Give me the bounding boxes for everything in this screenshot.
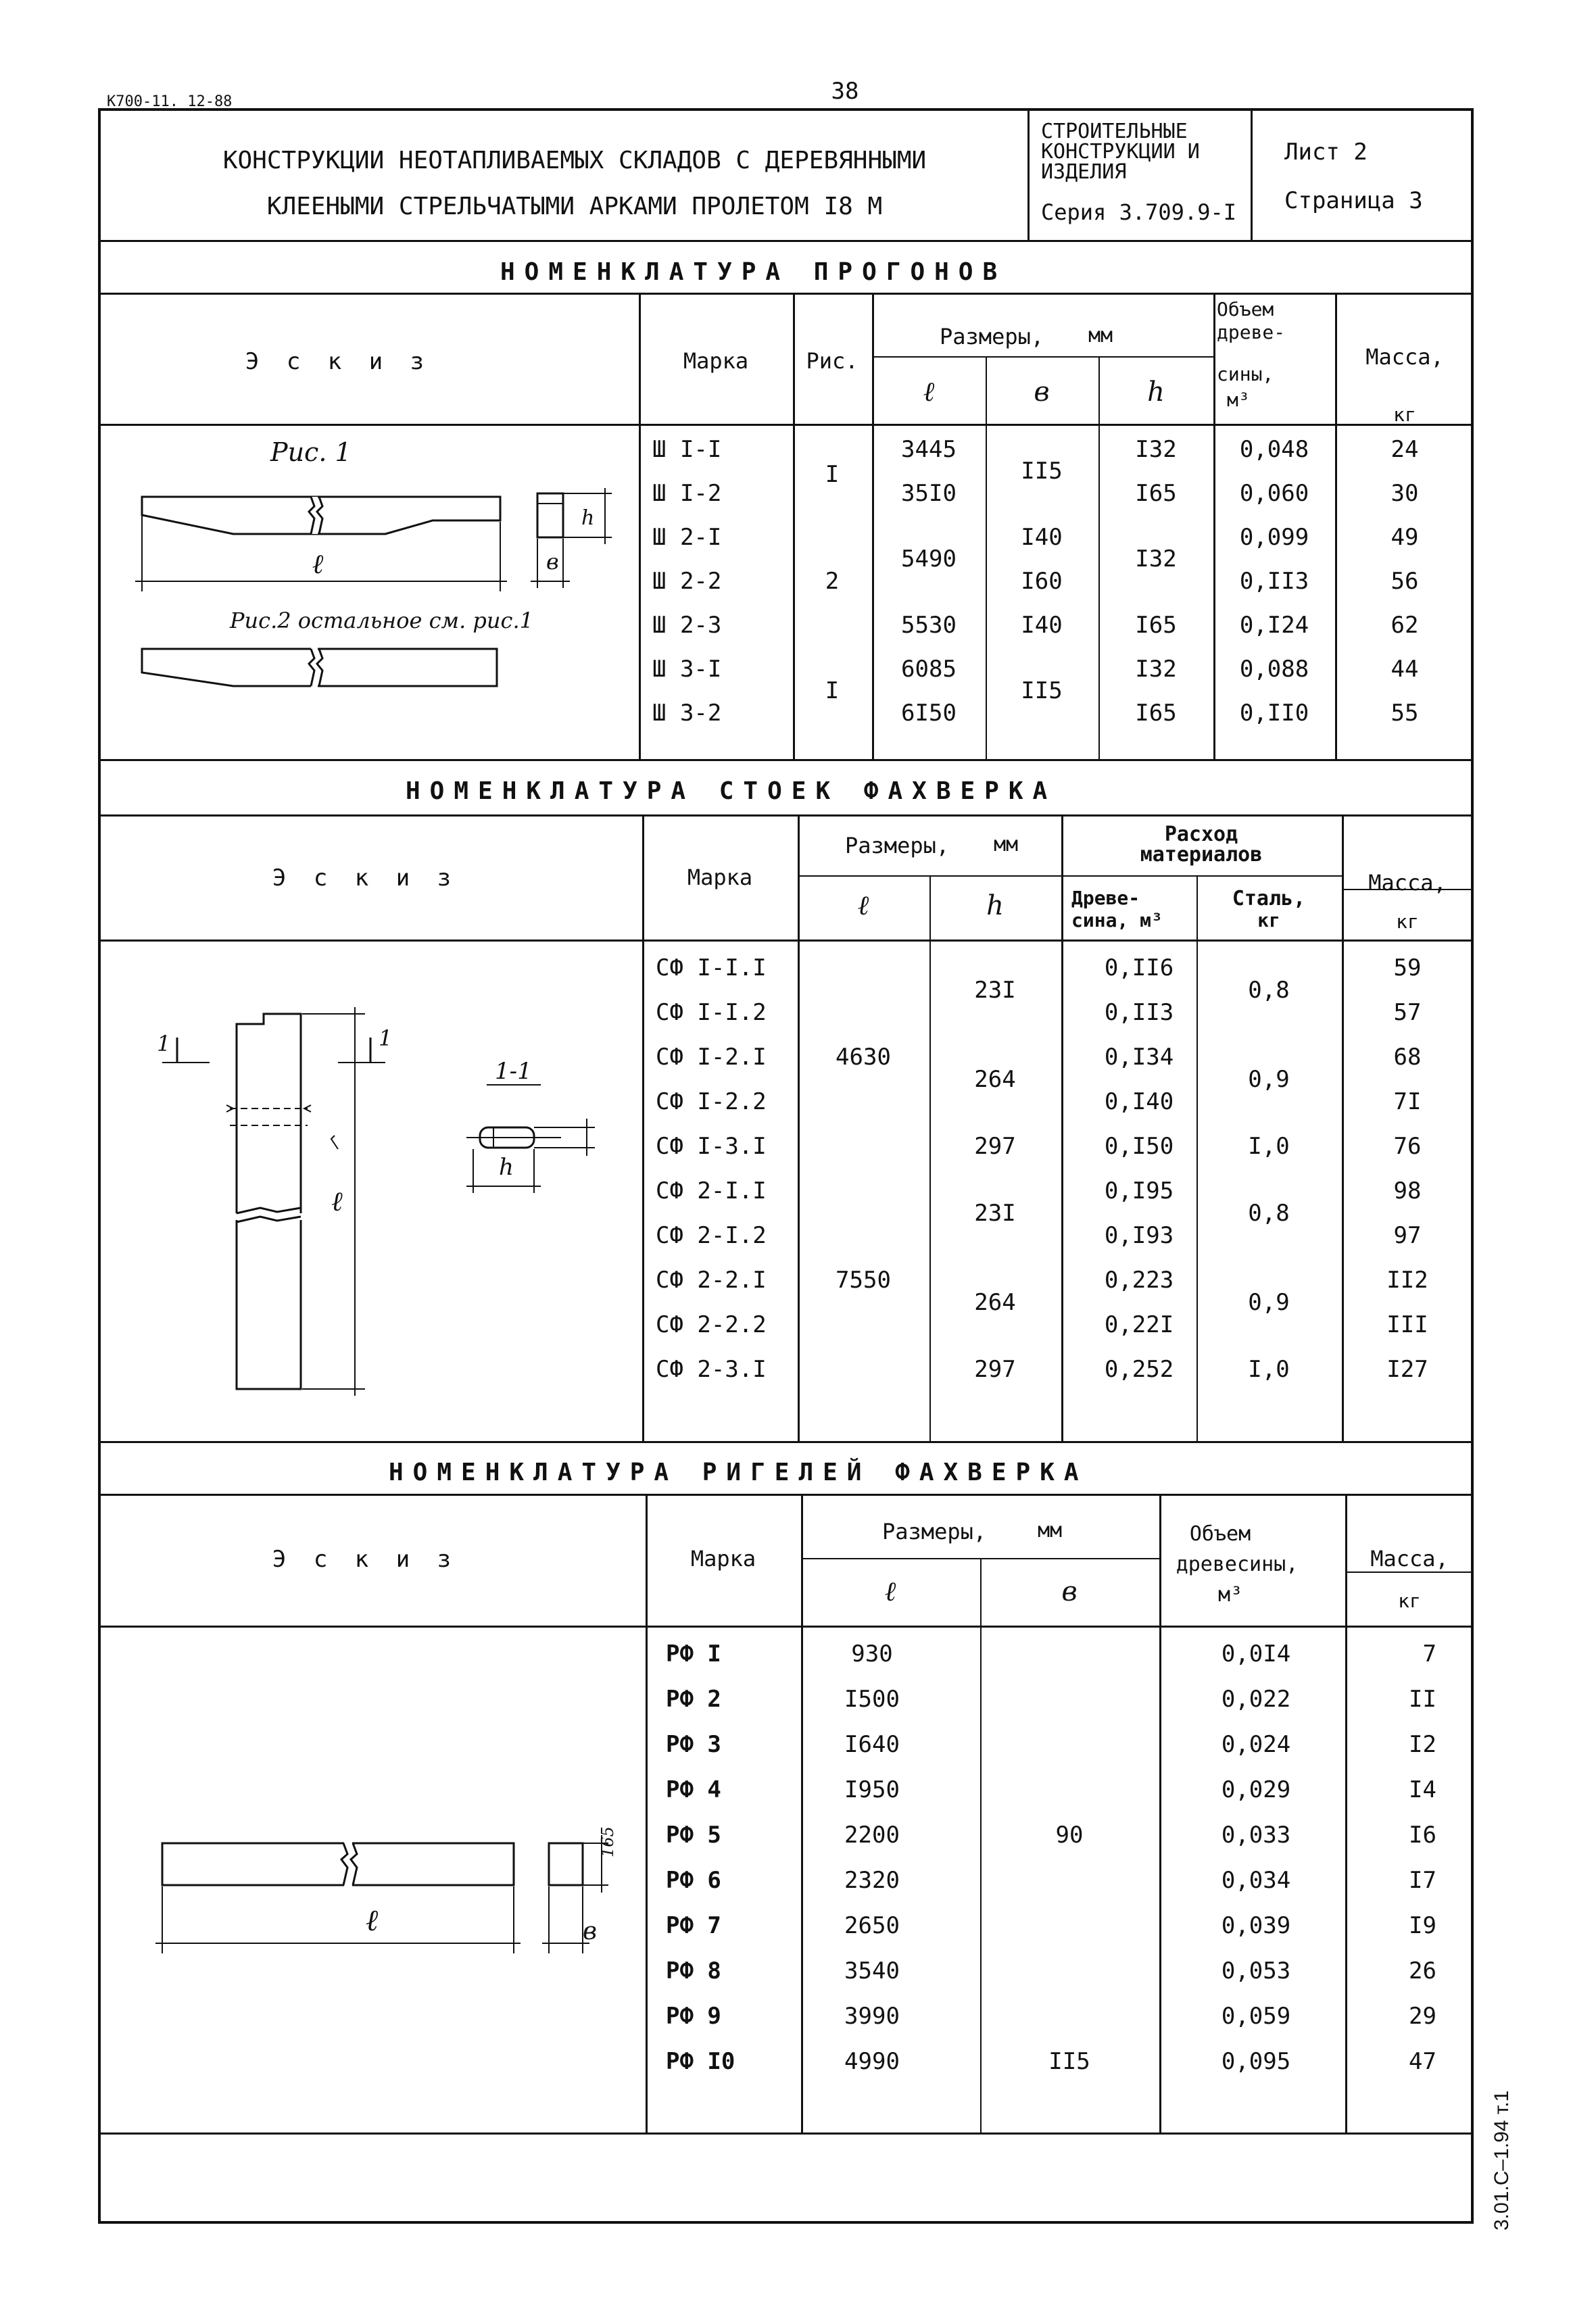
table-cell-volume: 0,034 <box>1221 1867 1291 1894</box>
table-cell-mark: СФ I-3.I <box>656 1133 767 1160</box>
s2-header-dims: Размеры, <box>845 833 950 858</box>
s3-header-l: ℓ <box>884 1576 896 1607</box>
table-cell-steel: I,0 <box>1248 1133 1290 1160</box>
table-cell-b: II5 <box>1021 458 1063 485</box>
s2-header-h: h <box>986 890 1004 921</box>
table-cell-mark: РФ 7 <box>666 1912 721 1939</box>
table-cell-mark: Ш I-2 <box>652 480 722 507</box>
table-cell-volume: 0,033 <box>1221 1822 1291 1849</box>
s3-header-b: в <box>1061 1576 1078 1607</box>
table-cell-mark: Ш 3-I <box>652 656 722 683</box>
s2-header-mass-unit: кг <box>1396 910 1419 933</box>
table-cell-mark: СФ I-I.2 <box>656 999 767 1026</box>
table-cell-mark: СФ 2-2.2 <box>656 1311 767 1338</box>
table-cell-wood: 0,22I <box>1104 1311 1174 1338</box>
table-cell-mark: РФ 3 <box>666 1731 721 1758</box>
table-cell-mark: Ш 2-2 <box>652 568 722 595</box>
table-cell-l: 5530 <box>901 612 957 639</box>
side-code: 3.01.С–1.94 т.1 <box>1491 2090 1513 2231</box>
table-cell-l: 2650 <box>844 1912 900 1939</box>
table-cell-l: 3990 <box>844 2003 900 2030</box>
table-cell-mark: СФ I-2.2 <box>656 1088 767 1115</box>
table-cell-l: I950 <box>844 1776 900 1803</box>
table-cell-mark: СФ 2-3.I <box>656 1356 767 1383</box>
s2-sketch-l: ℓ <box>331 1186 343 1217</box>
table-cell-mass: 26 <box>1409 1957 1436 1984</box>
table-cell-mark: РФ 9 <box>666 2003 721 2030</box>
table-cell-mark: РФ I0 <box>666 2048 735 2075</box>
s1-sketch-b: в <box>546 549 559 575</box>
table-cell-volume: 0,022 <box>1221 1686 1291 1713</box>
s3-header-mass: Масса, <box>1370 1546 1449 1571</box>
table-cell-l: 4630 <box>836 1044 891 1071</box>
category-line-2: КОНСТРУКЦИИ И <box>1041 140 1200 164</box>
table-cell-h: I65 <box>1135 612 1177 639</box>
table-cell-l: 2200 <box>844 1822 900 1849</box>
s2-sketch-section-label: 1-1 <box>495 1058 532 1085</box>
table-cell-l: I640 <box>844 1731 900 1758</box>
table-cell-mass: I2 <box>1409 1731 1436 1758</box>
s2-header-steel2: кг <box>1257 909 1280 931</box>
table-cell-wood: 0,I95 <box>1104 1177 1174 1204</box>
table-cell-volume: 0,059 <box>1221 2003 1291 2030</box>
table-cell-b: 90 <box>1055 1822 1084 1849</box>
table-cell-mass: II2 <box>1386 1267 1428 1294</box>
table-cell-mass: 59 <box>1393 954 1422 981</box>
sheet-label: Лист 2 <box>1284 139 1368 166</box>
table-cell-volume: 0,II3 <box>1239 568 1309 595</box>
table-cell-volume: 0,099 <box>1239 524 1309 551</box>
table-cell-mass: 7I <box>1393 1088 1422 1115</box>
table-cell-b: I60 <box>1021 568 1063 595</box>
table-cell-mark: СФ I-I.I <box>656 954 767 981</box>
table-cell-mass: 47 <box>1409 2048 1436 2075</box>
page-code: К700-11. 12-88 <box>107 93 233 110</box>
table-cell-h: I65 <box>1135 700 1177 727</box>
table-cell-mass: 76 <box>1393 1133 1422 1160</box>
table-cell-mark: СФ 2-I.2 <box>656 1222 767 1249</box>
s2-sketch-cut-right: 1 <box>379 1025 393 1051</box>
table-cell-volume: 0,029 <box>1221 1776 1291 1803</box>
table-cell-mass: 24 <box>1391 436 1419 463</box>
table-cell-volume: 0,095 <box>1221 2048 1291 2075</box>
table-cell-mark: РФ I <box>666 1640 721 1667</box>
s2-header-mark: Марка <box>687 864 753 890</box>
table-cell-volume: 0,088 <box>1239 656 1309 683</box>
s3-header-mass-unit: кг <box>1398 1590 1421 1612</box>
s1-header-mark: Марка <box>683 348 749 374</box>
table-cell-h: 297 <box>974 1133 1016 1160</box>
table-cell-volume: 0,I24 <box>1239 612 1309 639</box>
s2-header-l: ℓ <box>857 890 869 921</box>
table-cell-l: 5490 <box>901 545 957 572</box>
table-cell-fig: 2 <box>825 568 840 595</box>
s3-header-dims: Размеры, <box>882 1519 987 1544</box>
page-label: Страница 3 <box>1284 187 1423 214</box>
s2-header-steel1: Сталь, <box>1232 887 1306 910</box>
table-cell-wood: 0,I50 <box>1104 1133 1174 1160</box>
table-cell-l: 930 <box>851 1640 893 1667</box>
table-cell-mass: 29 <box>1409 2003 1436 2030</box>
s1-sketch-l: ℓ <box>312 549 324 580</box>
table-cell-b: II5 <box>1048 2048 1090 2075</box>
s2-header-mass: Масса, <box>1368 870 1447 896</box>
table-cell-mass: III <box>1386 1311 1428 1338</box>
table-cell-mark: Ш I-I <box>652 436 722 463</box>
table-cell-b: I40 <box>1021 612 1063 639</box>
s3-header-mark: Марка <box>690 1546 756 1571</box>
s2-sketch-h: h <box>499 1154 514 1181</box>
s1-header-vol3: сины, <box>1217 363 1274 385</box>
table-cell-l: 3445 <box>901 436 957 463</box>
table-cell-mass: I4 <box>1409 1776 1436 1803</box>
table-cell-l: 6085 <box>901 656 957 683</box>
table-cell-h: 23I <box>974 1200 1016 1227</box>
s1-header-dims: Размеры, <box>940 324 1044 349</box>
table-cell-l: 2320 <box>844 1867 900 1894</box>
s3-girt-sketch <box>0 0 646 2133</box>
title-line-2: КЛЕЕНЫМИ СТРЕЛЬЧАТЫМИ АРКАМИ ПРОЛЕТОМ I8 М <box>266 193 883 220</box>
s1-header-vol2: древе- <box>1217 321 1286 343</box>
page-number: 38 <box>831 78 859 105</box>
table-cell-l: 6I50 <box>901 700 957 727</box>
table-cell-mass: 55 <box>1391 700 1419 727</box>
s3-header-vol1: Объем <box>1189 1522 1251 1546</box>
table-cell-wood: 0,I34 <box>1104 1044 1174 1071</box>
table-cell-volume: 0,048 <box>1239 436 1309 463</box>
table-cell-l: 3540 <box>844 1957 900 1984</box>
table-cell-steel: 0,9 <box>1248 1289 1290 1316</box>
s2-header-consumption1: Расход <box>1164 823 1238 846</box>
table-cell-h: I32 <box>1135 545 1177 572</box>
table-cell-mass: 62 <box>1391 612 1419 639</box>
s3-header-sketch: Э с к и з <box>272 1546 458 1573</box>
table-cell-mass: 30 <box>1391 480 1419 507</box>
table-cell-h: I65 <box>1135 480 1177 507</box>
s1-sketch-fig1-label: Рис. 1 <box>270 437 352 467</box>
table-cell-h: 23I <box>974 977 1016 1004</box>
section2-title: НОМЕНКЛАТУРА СТОЕК ФАХВЕРКА <box>406 777 1057 805</box>
title-line-1: КОНСТРУКЦИИ НЕОТАПЛИВАЕМЫХ СКЛАДОВ С ДЕРЕВЯННЫМИ <box>222 147 927 174</box>
table-cell-b: II5 <box>1021 677 1063 704</box>
table-cell-mass: 56 <box>1391 568 1419 595</box>
table-cell-mark: Ш 2-3 <box>652 612 722 639</box>
s1-header-fig: Рис. <box>806 348 859 374</box>
s2-header-dims-unit: мм <box>994 833 1019 856</box>
table-cell-mark: СФ 2-2.I <box>656 1267 767 1294</box>
table-cell-wood: 0,252 <box>1104 1356 1174 1383</box>
table-cell-mass: II <box>1409 1686 1436 1713</box>
table-cell-mark: Ш 3-2 <box>652 700 722 727</box>
table-cell-b: I40 <box>1021 524 1063 551</box>
table-cell-wood: 0,I93 <box>1104 1222 1174 1249</box>
table-cell-mass: 44 <box>1391 656 1419 683</box>
s3-sketch-b: в <box>583 1918 597 1945</box>
table-cell-mark: РФ 8 <box>666 1957 721 1984</box>
s1-sketch-fig2-label: Рис.2 остальное см. рис.1 <box>230 608 533 633</box>
s2-header-wood1: Древе- <box>1071 887 1140 909</box>
table-cell-fig: I <box>825 677 840 704</box>
s2-header-consumption2: материалов <box>1140 843 1263 867</box>
table-cell-steel: 0,8 <box>1248 977 1290 1004</box>
table-cell-mass: 97 <box>1393 1222 1422 1249</box>
s2-header-sketch: Э с к и з <box>272 864 458 892</box>
table-cell-wood: 0,II6 <box>1104 954 1174 981</box>
table-cell-mass: I9 <box>1409 1912 1436 1939</box>
table-cell-wood: 0,223 <box>1104 1267 1174 1294</box>
s1-header-mass: Масса, <box>1365 344 1444 370</box>
s3-sketch-h: 165 <box>598 1826 617 1857</box>
section3-title: НОМЕНКЛАТУРА РИГЕЛЕЙ ФАХВЕРКА <box>389 1459 1088 1486</box>
s1-header-dims-unit: мм <box>1088 324 1113 347</box>
category-line-1: СТРОИТЕЛЬНЫЕ <box>1041 120 1188 143</box>
table-cell-mark: РФ 4 <box>666 1776 721 1803</box>
table-cell-l: 4990 <box>844 2048 900 2075</box>
table-cell-mass: 98 <box>1393 1177 1422 1204</box>
s1-header-h: h <box>1147 376 1165 408</box>
table-cell-mark: СФ 2-I.I <box>656 1177 767 1204</box>
table-cell-mass: I27 <box>1386 1356 1428 1383</box>
s3-sketch-l: ℓ <box>365 1903 379 1938</box>
table-cell-wood: 0,I40 <box>1104 1088 1174 1115</box>
s1-sketch-h: h <box>581 506 595 530</box>
table-cell-volume: 0,053 <box>1221 1957 1291 1984</box>
s1-header-vol4: м³ <box>1227 389 1250 411</box>
s1-header-b: в <box>1034 376 1050 408</box>
table-cell-mass: I7 <box>1409 1867 1436 1894</box>
table-cell-mass: 68 <box>1393 1044 1422 1071</box>
s2-sketch-cut-left: 1 <box>157 1031 171 1056</box>
table-cell-volume: 0,060 <box>1239 480 1309 507</box>
s1-header-mass-unit: кг <box>1393 404 1416 426</box>
table-cell-mark: СФ I-2.I <box>656 1044 767 1071</box>
table-cell-l: I500 <box>844 1686 900 1713</box>
table-cell-mark: РФ 2 <box>666 1686 721 1713</box>
table-cell-mass: I6 <box>1409 1822 1436 1849</box>
table-cell-h: 264 <box>974 1066 1016 1093</box>
s1-header-vol1: Объем <box>1217 298 1274 320</box>
table-cell-volume: 0,024 <box>1221 1731 1291 1758</box>
table-cell-mass: 7 <box>1422 1640 1436 1667</box>
category-line-3: ИЗДЕЛИЯ <box>1041 160 1127 184</box>
table-cell-mark: РФ 6 <box>666 1867 721 1894</box>
series-label: Серия 3.709.9-I <box>1041 199 1236 225</box>
table-cell-h: 264 <box>974 1289 1016 1316</box>
table-cell-steel: 0,9 <box>1248 1066 1290 1093</box>
table-cell-h: I32 <box>1135 436 1177 463</box>
table-cell-mark: Ш 2-I <box>652 524 722 551</box>
table-cell-mass: 49 <box>1391 524 1419 551</box>
table-cell-l: 35I0 <box>901 480 957 507</box>
s3-header-vol3: м³ <box>1217 1583 1243 1607</box>
s2-header-wood2: сина, м³ <box>1071 909 1163 931</box>
table-cell-mark: РФ 5 <box>666 1822 721 1849</box>
table-cell-mass: 57 <box>1393 999 1422 1026</box>
table-cell-l: 7550 <box>836 1267 891 1294</box>
section1-title: НОМЕНКЛАТУРА ПРОГОНОВ <box>500 258 1007 286</box>
table-cell-fig: I <box>825 461 840 488</box>
s3-header-dims-unit: мм <box>1038 1519 1063 1542</box>
table-cell-wood: 0,II3 <box>1104 999 1174 1026</box>
s3-header-vol2: древесины, <box>1176 1553 1299 1576</box>
s1-header-sketch: Э с к и з <box>245 348 431 375</box>
table-cell-steel: 0,8 <box>1248 1200 1290 1227</box>
table-cell-volume: 0,II0 <box>1239 700 1309 727</box>
s1-header-l: ℓ <box>923 376 935 408</box>
table-cell-volume: 0,0I4 <box>1221 1640 1291 1667</box>
table-cell-steel: I,0 <box>1248 1356 1290 1383</box>
table-cell-h: 297 <box>974 1356 1016 1383</box>
table-cell-volume: 0,039 <box>1221 1912 1291 1939</box>
table-cell-h: I32 <box>1135 656 1177 683</box>
